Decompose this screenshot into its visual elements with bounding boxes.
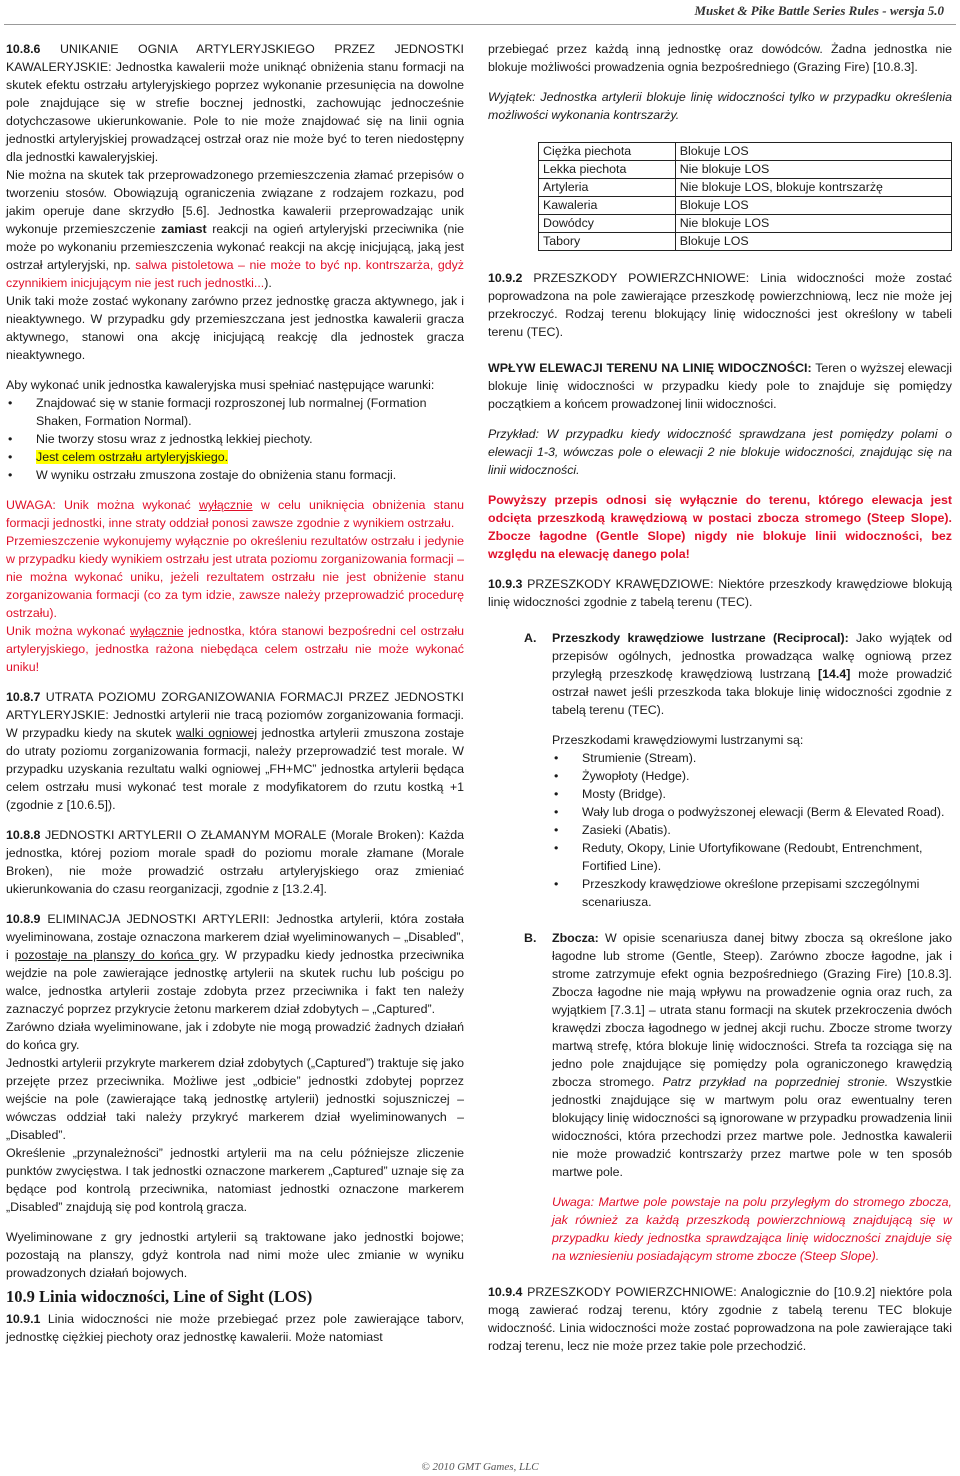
section-number: 10.9.4 <box>488 1285 523 1299</box>
section-10-9-2 <box>488 269 952 341</box>
reciprocal-list <box>552 749 952 911</box>
los-table <box>538 142 952 251</box>
conditions-list <box>6 394 464 484</box>
table-cell: Nie blokuje LOS <box>675 215 951 233</box>
section-heading-10-9: 10.9 Linia widoczności, Line of Sight (LOS) <box>6 1287 313 1306</box>
section-number: 10.8.6 <box>6 42 41 56</box>
page-header-title: Musket & Pike Battle Series Rules - wersja 5.0 <box>694 3 944 18</box>
warning-text: jednostka, która stanowi bezpośredni cel ostrzału artyleryjskiego, jednostka rażona niebędąca celem ostrzału nie może wykonać uniku! <box>6 624 465 674</box>
warning-note <box>6 496 464 532</box>
section-text: PRZESZKODY POWIERZCHNIOWE: Linia widoczności może zostać poprowadzona na pole zawierające przeszkodę powierzchniową, lecz nie może jej przekroczyć. Rodzaj terenu blokujący linię widoczności jest określony w tabeli terenu (TEC). <box>488 271 952 339</box>
subsection-a <box>488 629 952 911</box>
warning-text: UWAGA: Unik można wykonać <box>6 498 199 512</box>
section-text: Jako wyjątek od przepisów ogólnych, jednostka prowadząca walkę ogniową przez przyległą przeszkodę krawędziową lustrzaną <box>552 631 952 681</box>
paragraph: Jednostki artylerii przykryte markerem dział zdobytych („Captured”) traktuje się jako przejęte przez przeciwnika. Możliwe jest „odbicie” jednostki zdobytej poprzez wejście na pole (zawierające taką jednostkę artylerii) jednostki sojuszniczej – wówczas oddział taki należy przykryć markerem dział wyeliminowanych – „Disabled”. <box>6 1056 464 1142</box>
section-text: Linia widoczności nie może przebiegać przez pole zawierające taborv, jednostkę ciężkiej piechoty oraz jednostkę kawalerii. Może natomiast <box>6 1312 464 1344</box>
page-footer: © 2010 GMT Games, LLC <box>421 1461 539 1473</box>
italic-ref: Patrz przykład na poprzedniej stronie. <box>662 1075 889 1089</box>
paragraph: Unik taki może zostać wykonany zarówno przez jednostkę gracza aktywnego, jak i nieaktywnego. W przypadku gdy przemieszczana jest jednostka kawalerii gracza aktywnego, stanowi ona akcję inicjującą reakcję dla jednostek gracza nieaktywnego. <box>6 294 464 362</box>
section-number: 10.8.7 <box>6 690 41 704</box>
list-intro: Przeszkodami krawędziowymi lustrzanymi są: <box>552 733 804 747</box>
example-note: Przykład: W przypadku kiedy widoczność sprawdzana jest pomiędzy polami o elewacji 1-3, wówczas pole o elewacji 2 nie blokuje widoczności, znajdując się na linii widoczności. <box>488 427 952 477</box>
section-10-9-3 <box>488 575 952 611</box>
warning-note: Uwaga: Martwe pole powstaje na polu przyległym do stromego zbocza, jak również za każdą przeszkodą powierzchniową znajdującą się w przypadku kiedy jednostka sprawdzająca linię widoczności znajduje się na wzniesieniu posiadającym strome zbocze (Steep Slope). <box>552 1195 952 1263</box>
table-cell: Blokuje LOS <box>675 197 951 215</box>
right-column <box>488 40 952 1355</box>
section-number: 10.9.2 <box>488 271 523 285</box>
section-10-9-4 <box>488 1283 952 1355</box>
underlined-word: wyłącznie <box>198 498 253 512</box>
section-text: UTRATA POZIOMU ZORGANIZOWANIA FORMACJI PRZEZ JEDNOSTKI ARTYLERYJSKIE: Jednostki artylerii nie tracą poziomów zorganizowania formacji. W przypadku kiedy na skutek <box>6 690 464 740</box>
list-item: • Wały lub droga o podwyższonej elewacji (Berm & Elevated Road). <box>552 803 952 821</box>
elevation-rule <box>488 359 952 413</box>
paragraph: Wyeliminowane z gry jednostki artylerii są traktowane jako jednostki bojowe; pozostają na planszy, gdyż kontrola nad nimi może ulec zmianie w wyniku prowadzonych działań bojowych. <box>6 1230 464 1280</box>
table-row <box>539 197 952 215</box>
list-item: • Zasieki (Abatis). <box>552 821 952 839</box>
table-row <box>539 215 952 233</box>
list-item: • Reduty, Okopy, Linie Ufortyfikowane (Redoubt, Entrenchment, Fortified Line). <box>552 839 952 875</box>
list-item: • Nie tworzy stosu wraz z jednostką lekkiej piechoty. <box>6 430 464 448</box>
table-cell: Blokuje LOS <box>675 143 951 161</box>
list-item: • Przeszkody krawędziowe określone przepisami szczególnymi scenariusza. <box>552 875 952 911</box>
paragraph <box>552 929 952 1181</box>
table-row <box>539 233 952 251</box>
table-row <box>539 143 952 161</box>
table-cell: Nie blokuje LOS <box>675 161 951 179</box>
section-text: reakcji na ogień artyleryjski przeciwnika (nie może po wykonaniu przemieszczenia wykonać reakcji na akcję inicjującą, jaką jest ostrzał artyleryjski, np. <box>6 222 465 272</box>
underlined-word: wyłącznie <box>129 624 184 638</box>
section-text: Teren o wyższej elewacji blokuje linię widoczności w przypadku kiedy pole to znajduje się pomiędzy początkiem a końcem prowadzonej linii widoczności. <box>488 361 952 411</box>
section-10-8-6 <box>6 40 464 166</box>
underlined-word: walki ogniowej <box>176 726 258 740</box>
table-cell: Lekka piechota <box>539 161 676 179</box>
table-row <box>539 161 952 179</box>
left-column <box>6 40 464 1346</box>
section-text: . W przypadku kiedy jednostka przeciwnika wejdzie na pole zawierające jednostkę artylerii na skutek ruchu lub pościgu po walce, jednostka artylerii zostaje zdobyta przez przeciwnika i fakt ten należy zaznaczyć poprzez przykrycie żetonu markerem dział zdobytych – „Captured”. <box>6 948 465 1016</box>
table-row <box>539 179 952 197</box>
warning-text: w celu uniknięcia obniżenia stanu formacji jednostki, inne straty oddział ponosi zawsze zgodnie z wynikiem ostrzału. <box>6 498 464 530</box>
table-cell: Kawaleria <box>539 197 676 215</box>
section-text: PRZESZKODY POWIERZCHNIOWE: Analogicznie do [10.9.2] niektóre pola mogą zawierać rodzaj terenu, który zgodnie z tabelą terenu TEC blokuje widoczność. Linia widoczności może zostać poprowadzona na pole zawierające taki rodzaj terenu, lecz nie może przez takie pole przechodzić. <box>488 1285 952 1353</box>
bold-heading: Przeszkody krawędziowe lustrzane (Reciprocal): <box>552 631 849 645</box>
section-text: Nie można na skutek tak przeprowadzonego przemieszczenia złamać przepisów o tworzeniu stosów. Obowiązują ograniczenia związane z rodzajem rozkazu, pod jakim operuje dane skrzydło [5.6]. Jednostka kawalerii przeprowadzając unik wykonuje przemieszczenie <box>6 168 464 236</box>
section-text: ). <box>264 276 272 290</box>
conditions-intro: Aby wykonać unik jednostka kawaleryjska musi spełniać następujące warunki: <box>6 378 435 392</box>
warning-note: Przemieszczenie wykonujemy wyłącznie po określeniu rezultatów ostrzału i jedynie w przypadku kiedy wynikiem ostrzału jest utrata poziomu zorganizowania formacji – nie można wykonać uniku, jeżeli rezultatem ostrzału nie jest obniżenie stanu zorganizowania formacji (co za tym idzie, zawsze należy przeprowadzić procedurę ostrzału). <box>6 534 464 620</box>
section-10-9-1 <box>6 1310 464 1346</box>
section-text: Wszystkie jednostki znajdujące się w martwym polu oraz ewentualny teren blokujący linię widoczności są ignorowane w przypadku prowadzenia linii widoczności, która przechodzi przez martwe pole. Jednostka kawalerii nie może prowadzić kontrszarży przez martwe pole w ten sposób martwe pole. <box>552 1075 952 1179</box>
bold-heading: WPŁYW ELEWACJI TERENU NA LINIĘ WIDOCZNOŚCI: <box>488 361 812 375</box>
subsection-b <box>488 929 952 1265</box>
table-cell: Nie blokuje LOS, blokuje kontrszarżę <box>675 179 951 197</box>
list-item: • Mosty (Bridge). <box>552 785 952 803</box>
underlined-word: pozostaje na planszy do końca gry <box>14 948 216 962</box>
list-item: • Strumienie (Stream). <box>552 749 952 767</box>
header-rule <box>4 24 956 25</box>
red-bold-note: Powyższy przepis odnosi się wyłącznie do terenu, którego elewacja jest odcięta przeszkodą krawędziową w postaci zbocza stromego (Steep Slope). Zbocze łagodne (Gentle Slope) nigdy nie blokuje linii widoczności, bez względu na elewację danego pola! <box>488 493 952 561</box>
section-number: 10.9.3 <box>488 577 523 591</box>
list-item: • W wyniku ostrzału zmuszona zostaje do obniżenia stanu formacji. <box>6 466 464 484</box>
subsection-letter: B. <box>524 931 537 945</box>
bold-ref: [14.4] <box>817 667 851 681</box>
section-text: JEDNOSTKI ARTYLERII O ZŁAMANYM MORALE (Morale Broken): Każda jednostka, której poziom morale spadł do poziomu morale złamane (Morale Broken), nie może prowadzić ostrzału artyleryjskiego oraz zmieniać ukierunkowania do czasu reorganizacji, zgodnie z [13.2.4]. <box>6 828 464 896</box>
table-cell: Blokuje LOS <box>675 233 951 251</box>
bold-heading: Zbocza: <box>552 931 599 945</box>
section-number: 10.9.1 <box>6 1312 41 1326</box>
warning-text: Unik można wykonać <box>6 624 130 638</box>
subsection-letter: A. <box>524 631 537 645</box>
exception-note: Wyjątek: Jednostka artylerii blokuje linię widoczności tylko w przypadku określenia możliwości wykonania kontrszarży. <box>488 90 952 122</box>
table-cell: Dowódcy <box>539 215 676 233</box>
paragraph: przebiegać przez każdą inną jednostkę oraz dowódców. Żadna jednostka nie blokuje możliwości prowadzenia ognia bezpośredniego (Grazing Fire) [10.8.3]. <box>488 42 952 74</box>
paragraph <box>6 166 464 292</box>
table-cell: Artyleria <box>539 179 676 197</box>
list-item: • Znajdować się w stanie formacji rozproszonej lub normalnej (Formation Shaken, Formation Normal). <box>6 394 464 430</box>
section-text: może prowadzić ostrzał nawet jeśli przeszkoda taka blokuje linię widoczności zgodnie z tabelą terenu (TEC). <box>552 667 953 717</box>
paragraph <box>552 629 952 719</box>
section-number: 10.8.9 <box>6 912 41 926</box>
section-text: PRZESZKODY KRAWĘDZIOWE: Niektóre przeszkody krawędziowe blokują linię widoczności zgodnie z tabelą terenu (TEC). <box>488 577 952 609</box>
table-cell: Ciężka piechota <box>539 143 676 161</box>
highlighted-text: Jest celem ostrzału artyleryjskiego. <box>36 450 229 464</box>
section-10-8-9 <box>6 910 464 1018</box>
section-text: W opisie scenariusza danej bitwy zbocza są określone jako łagodne lub strome (Gentle, Steep). Zarówno zbocze łagodne, jak i strome zatrzymuje efekt ognia bezpośredniego (Grazing Fire) [10.8.3]. Zbocza łagodne nie mają wpływu na prowadzenie ognia oraz ruch, za wyjątkiem [7.3.1] – utrata stanu formacji na skutek przekroczenia dwóch krawędzi zbocza łagodnego w jednej akcji ruchu. Zbocze strome tworzy martwą strefę, która blokuje linię widoczności. Strefa ta rozciąga się na jedno pole znajdujące się pomiędzy pola ograniczonego krawędzią zbocza stromego. <box>552 931 952 1089</box>
list-item <box>6 448 464 466</box>
section-text: UNIKANIE OGNIA ARTYLERYJSKIEGO PRZEZ JEDNOSTKI KAWALERYJSKIE: Jednostka kawalerii może uniknąć obniżenia stanu formacji na skutek efektu ostrzału artyleryjskiego poprzez wykonanie przesunięcia na dowolne pole znajdujące się w strefie bocznej jednostki, zachowując jednocześnie dotychczasowe ukierunkowanie. Pole to nie może znajdować się na linii ognia jednostki artyleryjskiej prowadzącej ostrzał oraz nie może być to teren niedostępny dla jednostki kawaleryjskiej. <box>6 42 464 164</box>
table-cell: Tabory <box>539 233 676 251</box>
list-item: • Żywopłoty (Hedge). <box>552 767 952 785</box>
section-10-8-8 <box>6 826 464 898</box>
section-number: 10.8.8 <box>6 828 41 842</box>
warning-note <box>6 622 464 676</box>
section-10-8-7 <box>6 688 464 814</box>
section-text: jednostka artylerii zmuszona zostaje do utraty poziomu zorganizowania formacji, należy przeprowadzić test morale. W przypadku uzyskania rezultatu walki ogniowej „FH+MC” jednostka artylerii będąca celem ostrzału musi wykonać test morale z modyfikatorem do rzutu kostką +1 (zgodnie z [10.6.5]). <box>6 726 464 812</box>
red-note: salwa pistoletowa – nie może to być np. kontrszarża, gdyż czynnikiem inicjującym nie jest ruch jednostki... <box>6 258 465 290</box>
section-text: ELIMINACJA JEDNOSTKI ARTYLERII: Jednostka artylerii, która została wyeliminowana, zostaje oznaczona markerem dział wyeliminowanych – „Disabled”, i <box>6 912 464 962</box>
bold-word: zamiast <box>161 222 207 236</box>
paragraph: Określenie „przynależności” jednostki artylerii ma na celu późniejsze zliczenie punktów zwycięstwa. I tak jednostki oznaczone markerem „Captured” uznaje się za będące pod kontrolą przeciwnika, natomiast jednostki oznaczone markerem „Disabled” znajdują się pod kontrolą gracza. <box>6 1146 464 1214</box>
paragraph: Zarówno działa wyeliminowane, jak i zdobyte nie mogą prowadzić żadnych działań do końca gry. <box>6 1020 464 1052</box>
